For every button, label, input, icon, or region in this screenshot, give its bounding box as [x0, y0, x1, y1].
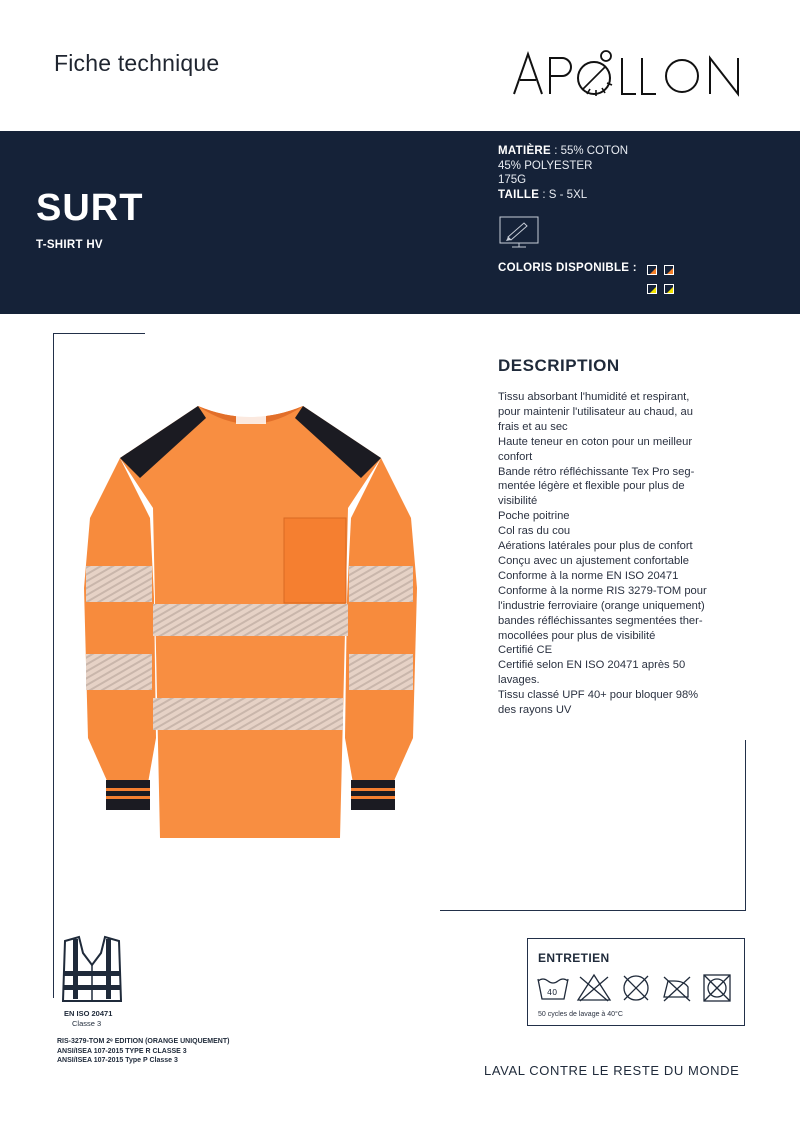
certification-line: ANSI/ISEA 107-2015 TYPE R CLASSE 3: [57, 1047, 187, 1055]
no-dry-clean-icon: [704, 975, 730, 1001]
certification-norm: EN ISO 20471: [64, 1009, 113, 1018]
description-list: [498, 390, 728, 718]
size-label: TAILLE: [498, 188, 540, 201]
material-row: [498, 144, 628, 159]
certification-list: [57, 1037, 229, 1066]
description-line: Certifié CE: [498, 644, 553, 657]
care-icons: [536, 973, 736, 1003]
description-line: des rayons UV: [498, 704, 572, 717]
certification-class: Classe 3: [72, 1019, 102, 1028]
care-title: ENTRETIEN: [538, 951, 610, 965]
description-line: confort: [498, 450, 533, 463]
apollon-logo: [512, 44, 752, 102]
size-row: [498, 188, 628, 203]
description-line: Aérations latérales pour plus de confort: [498, 540, 693, 553]
description-line: l'industrie ferroviaire (orange uniquement): [498, 599, 705, 612]
frame-line-left: [53, 333, 54, 998]
product-name: SURT: [36, 187, 144, 229]
description-line: pour maintenir l'utilisateur au chaud, au: [498, 405, 693, 418]
customization-icon: [498, 215, 542, 251]
description-line: Col ras du cou: [498, 525, 571, 538]
no-iron-icon: [664, 977, 690, 1001]
description-line: Conçu avec un ajustement confortable: [498, 554, 689, 567]
no-tumble-dry-icon: [624, 976, 648, 1000]
size-value: : S - 5XL: [539, 188, 588, 201]
description-line: Tissu classé UPF 40+ pour bloquer 98%: [498, 689, 699, 702]
frame-line-top: [53, 333, 145, 334]
description-line: frais et au sec: [498, 420, 568, 433]
description-line: Haute teneur en coton pour un meilleur: [498, 435, 693, 448]
description-line: mocollées pour plus de visibilité: [498, 629, 656, 642]
frame-line-right: [745, 740, 746, 911]
color-swatch-yellow-navy-2: [664, 284, 674, 294]
material-row-2: 45% POLYESTER: [498, 159, 593, 172]
weight-value: 175G: [498, 174, 527, 186]
description-line: Bande rétro réfléchissante Tex Pro seg-: [498, 465, 695, 478]
description-title: DESCRIPTION: [498, 356, 620, 375]
certification-line: ANSI/ISEA 107-2015 Type P Classe 3: [57, 1057, 178, 1064]
care-note: 50 cycles de lavage à 40°C: [538, 1011, 623, 1018]
footer-slogan: LAVAL CONTRE LE RESTE DU MONDE: [484, 1063, 740, 1078]
wash-temp-label: 40: [547, 988, 558, 997]
apollon-logo-icon: [512, 44, 752, 102]
product-subtitle: T-SHIRT HV: [36, 239, 103, 251]
description-line: bandes réfléchissantes segmentées ther-: [498, 614, 703, 627]
frame-line-bottom: [440, 910, 746, 911]
no-bleach-icon: [578, 975, 610, 1001]
color-swatch-yellow-navy: [647, 284, 657, 294]
description-line: Certifié selon EN ISO 20471 après 50: [498, 659, 686, 672]
product-banner: [0, 131, 800, 314]
description-line: Conforme à la norme RIS 3279-TOM pour: [498, 584, 707, 597]
description-line: lavages.: [498, 674, 540, 687]
description-line: visibilité: [498, 495, 538, 508]
product-image-tshirt: [78, 398, 423, 846]
description-line: mentée légère et flexible pour plus de: [498, 480, 685, 493]
color-swatch-orange-navy: [647, 265, 657, 275]
material-label: MATIÈRE: [498, 145, 551, 157]
hi-vis-vest-icon: [57, 935, 127, 1003]
certification-line: RIS-3279-TOM 2ᵉ EDITION (ORANGE UNIQUEMENT): [57, 1038, 230, 1045]
material-value: : 55% COTON: [551, 145, 629, 157]
care-instructions-box: [527, 938, 745, 1026]
description-line: Poche poitrine: [498, 510, 570, 523]
colors-label: COLORIS DISPONIBLE :: [498, 262, 637, 274]
color-swatch-orange-navy-2: [664, 265, 674, 275]
product-specs: [498, 144, 628, 202]
wash-40-icon: [538, 979, 568, 999]
description-line: Conforme à la norme EN ISO 20471: [498, 569, 679, 582]
description-line: Tissu absorbant l'humidité et respirant,: [498, 391, 690, 403]
document-title: Fiche technique: [54, 50, 220, 76]
